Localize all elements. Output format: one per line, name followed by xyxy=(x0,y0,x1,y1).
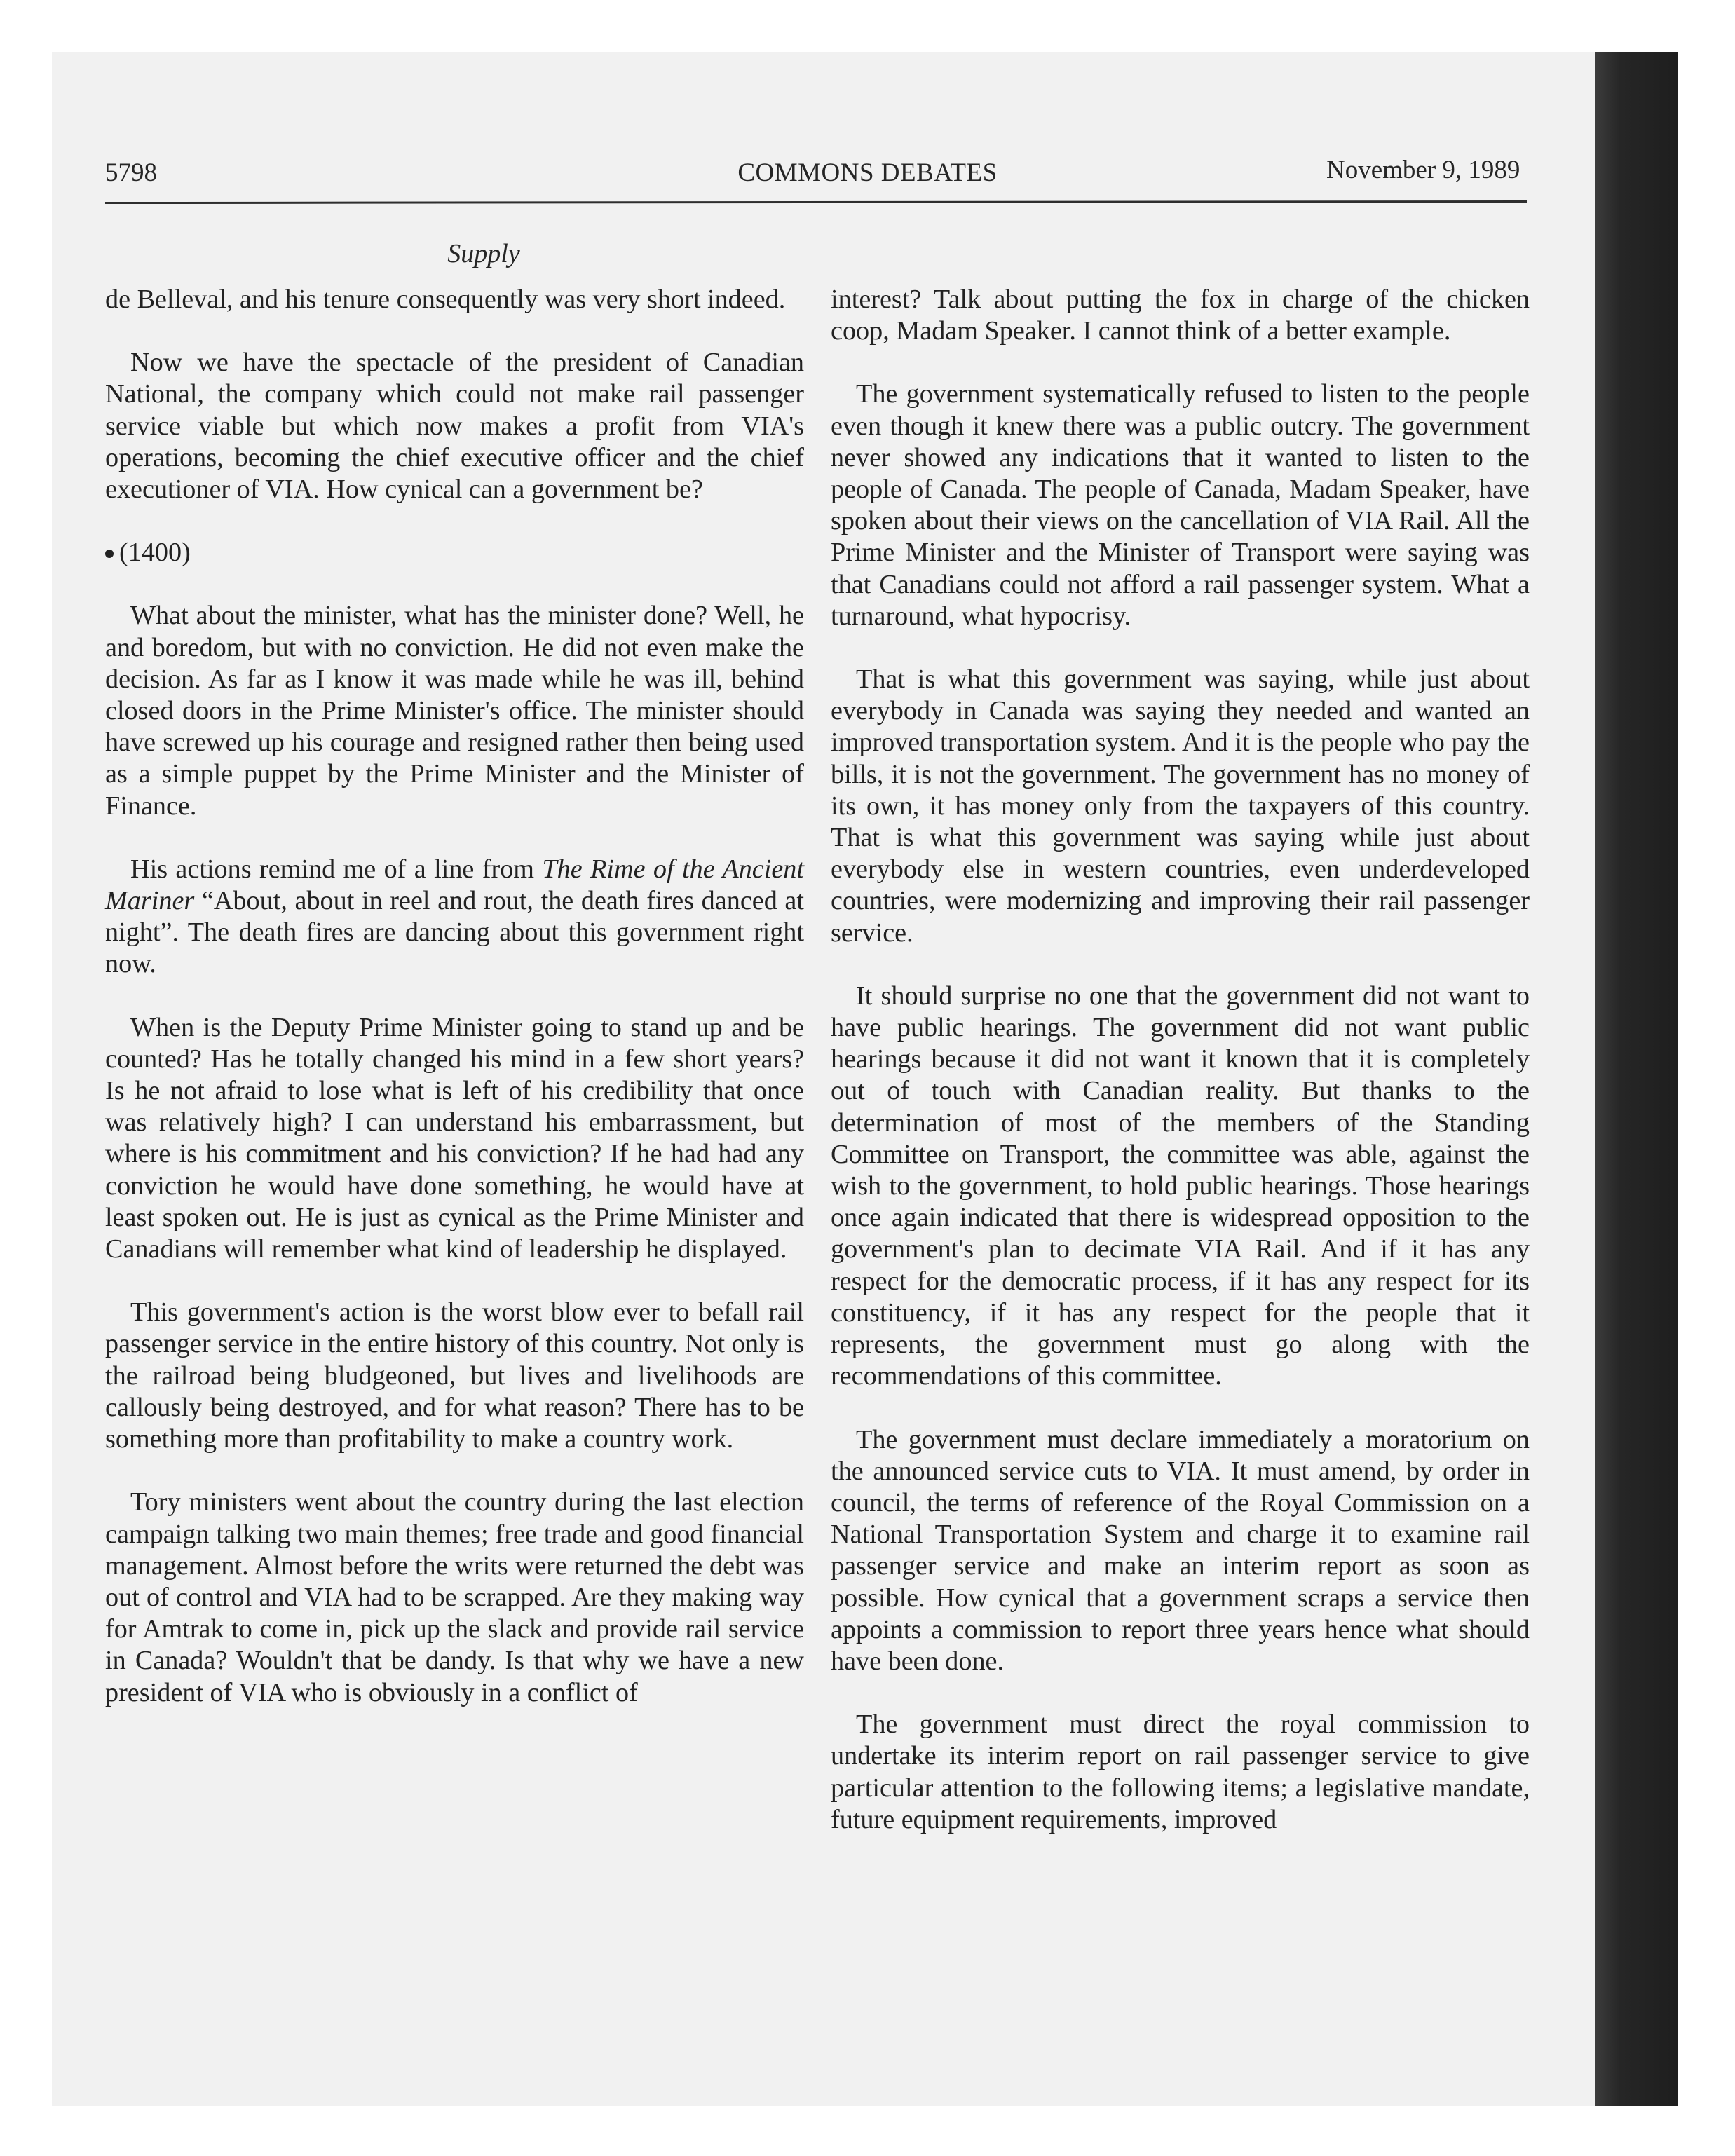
poem-title: The Rime of the Ancient Mariner xyxy=(105,854,805,916)
paragraph: The government must direct the royal commission to undertake its interim report on rail passenger service to give particular attention to the following items; a legislative mandate, future equipment requirements, improved xyxy=(831,1710,1530,1834)
paragraph: Now we have the spectacle of the president of Canadian National, the company which could not make rail passenger service viable but which now makes a profit from VIA's operations, becoming the chief executive officer and the chief executioner of VIA. How cynical can a government be? xyxy=(105,348,804,505)
section-label: Supply xyxy=(447,239,520,268)
left-column xyxy=(105,284,804,1740)
paragraph: de Belleval, and his tenure consequently was very short indeed. xyxy=(105,285,786,314)
scan-dark-edge xyxy=(1595,52,1678,2106)
paragraph: interest? Talk about putting the fox in charge of the chicken coop, Madam Speaker. I cannot think of a better example. xyxy=(831,285,1530,346)
paragraph: What about the minister, what has the minister done? Well, he and boredom, but with no conviction. He did not even make the decision. As far as I know it was made while he was ill, behind closed doors in the Prime Minister's office. The minister should have screwed up his courage and resigned rather then being used as a simple puppet by the Prime Minister and the Minister of Finance. xyxy=(105,601,804,821)
paragraph-text: “About, about in reel and rout, the death fires danced at night”. The death fires are dancing about this government right now. xyxy=(105,886,804,979)
paragraph: The government systematically refused to listen to the people even though it knew there was a public outcry. The government never showed any indications that it wanted to listen to the people of Canada. The people of Canada, Madam Speaker, have spoken about their views on the cancellation of VIA Rail. All the Prime Minister and the Minister of Transport were saying was that Canadians could not afford a rail passenger system. What a turnaround, what hypocrisy. xyxy=(831,379,1530,631)
paragraph: That is what this government was saying, while just about everybody in Canada was saying they needed and wanted an improved transportation system. And it is the people who pay the bills, it is not the government. The government has no money of its own, it has money only from the taxpayers of this country. That is what this government was saying while just about everybody else in western countries, even underdeveloped countries, were modernizing and improving their rail passenger service. xyxy=(831,664,1530,948)
bullet-icon xyxy=(105,550,114,558)
timestamp: (1400) xyxy=(119,538,191,568)
paragraph: This government's action is the worst blow ever to befall rail passenger service in the entire history of this country. Not only is the railroad being bludgeoned, but lives and livelihoods are callously being destroyed, and for what reason? There has to be something more than profitability to make a country work. xyxy=(105,1297,804,1454)
page-number: 5798 xyxy=(105,158,157,187)
paragraph: The government must declare immediately a moratorium on the announced service cuts to VIA. It must amend, by order in council, the terms of reference of the Royal Commission on a National Transportation System and charge it to examine rail passenger service and make an interim report as soon as possible. How cynical that a government scraps a service then appoints a commission to report three years hence what should have been done. xyxy=(831,1424,1530,1676)
timestamp-marker xyxy=(105,537,804,568)
right-column xyxy=(831,284,1530,1867)
paragraph: It should surprise no one that the government did not want to have public hearings. The government did not want public hearings because it did not want it known that it is completely out of touch with Canadian reality. But thanks to the determination of most of the members of the Standing Committee on Transport, the committee was able, against the wish to the government, to hold public hearings. Those hearings once again indicated that there is widespread opposition to the government's plan to decimate VIA Rail. And if it has any respect for the democratic process, if it has any respect for its constituency, if it has any respect for the people that it represents, the government must go along with the recommendations of this committee. xyxy=(831,981,1530,1391)
page-date: November 9, 1989 xyxy=(1326,156,1520,184)
journal-title: COMMONS DEBATES xyxy=(737,158,998,187)
paragraph xyxy=(105,854,804,981)
paragraph: Tory ministers went about the country during the last election campaign talking two main themes; free trade and good financial management. Almost before the writs were returned the debt was out of control and VIA had to be scrapped. Are they making way for Amtrak to come in, pick up the slack and provide rail service in Canada? Wouldn't that be dandy. Is that why we have a new president of VIA who is obviously in a conflict of xyxy=(105,1487,804,1707)
paragraph: When is the Deputy Prime Minister going to stand up and be counted? Has he totally changed his mind in a few short years? Is he not afraid to lose what is left of his credibility that once was relatively high? I can understand his embarrassment, but where is his commitment and his conviction? If he had had any conviction he would have done something, he would have at least spoken out. He is just as cynical as the Prime Minister and Canadians will remember what kind of leadership he displayed. xyxy=(105,1012,804,1264)
paragraph-text: His actions remind me of a line from xyxy=(130,854,543,884)
